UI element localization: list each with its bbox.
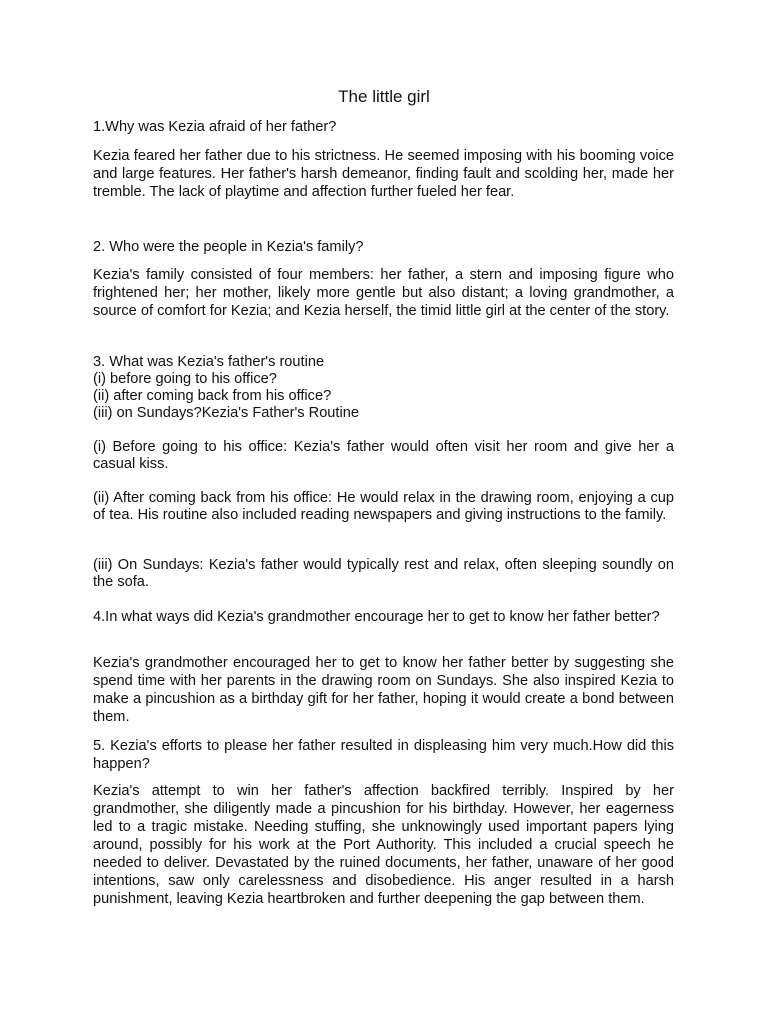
document-title: The little girl xyxy=(338,87,430,106)
answer-3-i: (i) Before going to his office: Kezia's father would often visit her room and give her a casual kiss. xyxy=(93,439,674,472)
question-3-line: (iii) on Sundays?Kezia's Father's Routine xyxy=(93,405,359,421)
answer-4: Kezia's grandmother encouraged her to get to know her father better by suggesting she spend time with her parents in the drawing room on Sundays. She also inspired Kezia to make a pincushion as a birthday gift for her father, hoping it would create a bond between them. xyxy=(93,655,674,725)
question-3-line: (i) before going to his office? xyxy=(93,371,277,387)
question-5: 5. Kezia's efforts to please her father resulted in displeasing him very much.How did this happen? xyxy=(93,738,674,772)
question-3-line: (ii) after coming back from his office? xyxy=(93,388,332,404)
question-3 xyxy=(93,354,674,422)
answer-2: Kezia's family consisted of four members: her father, a stern and imposing figure who frightened her; her mother, likely more gentle but also distant; a loving grandmother, a source of comfort for Kezia; and Kezia herself, the timid little girl at the center of the story. xyxy=(93,267,674,319)
question-2: 2. Who were the people in Kezia's family? xyxy=(93,239,364,255)
answer-3-iii: (iii) On Sundays: Kezia's father would typically rest and relax, often sleeping soundly on the sofa. xyxy=(93,557,674,590)
question-3-line: 3. What was Kezia's father's routine xyxy=(93,354,325,370)
question-4: 4.In what ways did Kezia's grandmother encourage her to get to know her father better? xyxy=(93,609,660,625)
question-1: 1.Why was Kezia afraid of her father? xyxy=(93,119,337,135)
answer-5: Kezia's attempt to win her father's affection backfired terribly. Inspired by her grandmother, she diligently made a pincushion for his birthday. However, her eagerness led to a tragic mistake. Needing stuffing, she unknowingly used important papers lying around, possibly for his work at the Port Authority. This included a crucial speech he needed to deliver. Devastated by the ruined documents, her father, unaware of her good intentions, saw only carelessness and disobedience. His anger resulted in a harsh punishment, leaving Kezia heartbroken and further deepening the gap between them. xyxy=(93,783,674,907)
answer-1: Kezia feared her father due to his strictness. He seemed imposing with his booming voice and large features. Her father's harsh demeanor, finding fault and scolding her, made her tremble. The lack of playtime and affection further fueled her fear. xyxy=(93,148,674,200)
answer-3-ii: (ii) After coming back from his office: He would relax in the drawing room, enjoying a cup of tea. His routine also included reading newspapers and giving instructions to the family. xyxy=(93,490,674,523)
